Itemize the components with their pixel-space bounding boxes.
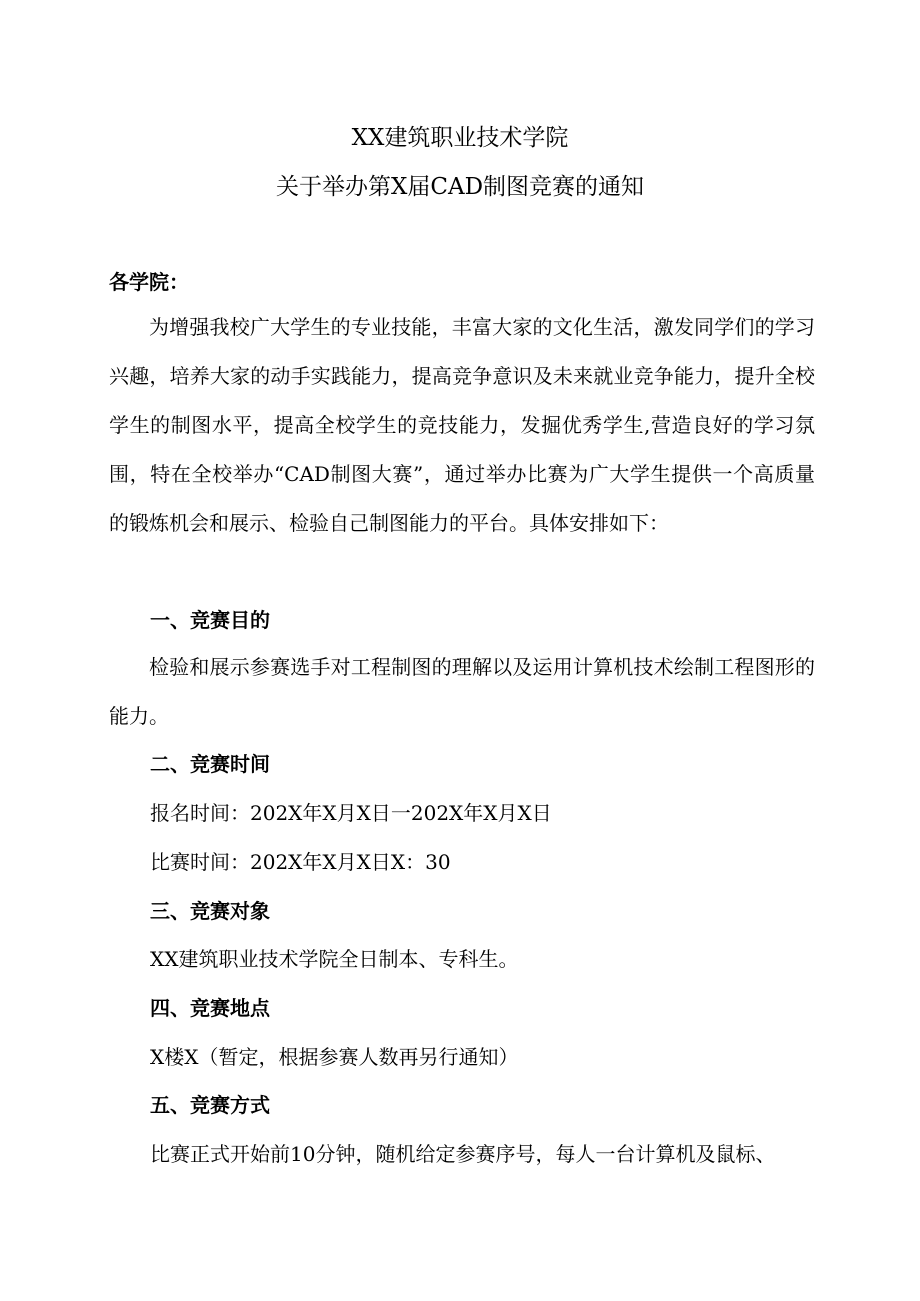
section-heading-goal: 一、竞赛目的 — [150, 608, 270, 632]
intro-paragraph: 为增强我校广大学生的专业技能，丰富大家的文化生活，激发同学们的学习兴趣，培养大家的动手实践能力，提高竞争意识及未来就业竞争能力，提升全校学生的制图水平，提高全校学生的竞技能力，发掘优秀学生,营造良好的学习氛围，特在全校举办“CAD制图大赛”，通过举办比赛为广大学生提供一个高质量的锻炼机会和展示、检验自己制图能力的平台。具体安排如下： — [109, 315, 815, 535]
document-title-line2: 关于举办第X届CAD制图竞赛的通知 — [275, 174, 645, 200]
section-heading-method: 五、竞赛方式 — [150, 1093, 270, 1117]
section-content-location: X楼X（暂定，根据参赛人数再另行通知） — [150, 1045, 519, 1069]
salutation: 各学院： — [109, 270, 189, 294]
competition-time: 比赛时间：202X年X月X日X：30 — [150, 850, 451, 874]
document-title-line1: XX建筑职业技术学院 — [351, 125, 569, 151]
section-content-participants: XX建筑职业技术学院全日制本、专科生。 — [150, 947, 519, 971]
registration-time: 报名时间：202X年X月X日一202X年X月X日 — [150, 801, 552, 825]
section-content-goal: 检验和展示参赛选手对工程制图的理解以及运用计算机技术绘制工程图形的能力。 — [109, 655, 815, 728]
section-content-method: 比赛正式开始前10分钟，随机给定参赛序号，每人一台计算机及鼠标、 — [150, 1142, 776, 1166]
section-heading-location: 四、竞赛地点 — [150, 996, 270, 1020]
section-heading-time: 二、竞赛时间 — [150, 752, 270, 776]
section-heading-participants: 三、竞赛对象 — [150, 899, 270, 923]
